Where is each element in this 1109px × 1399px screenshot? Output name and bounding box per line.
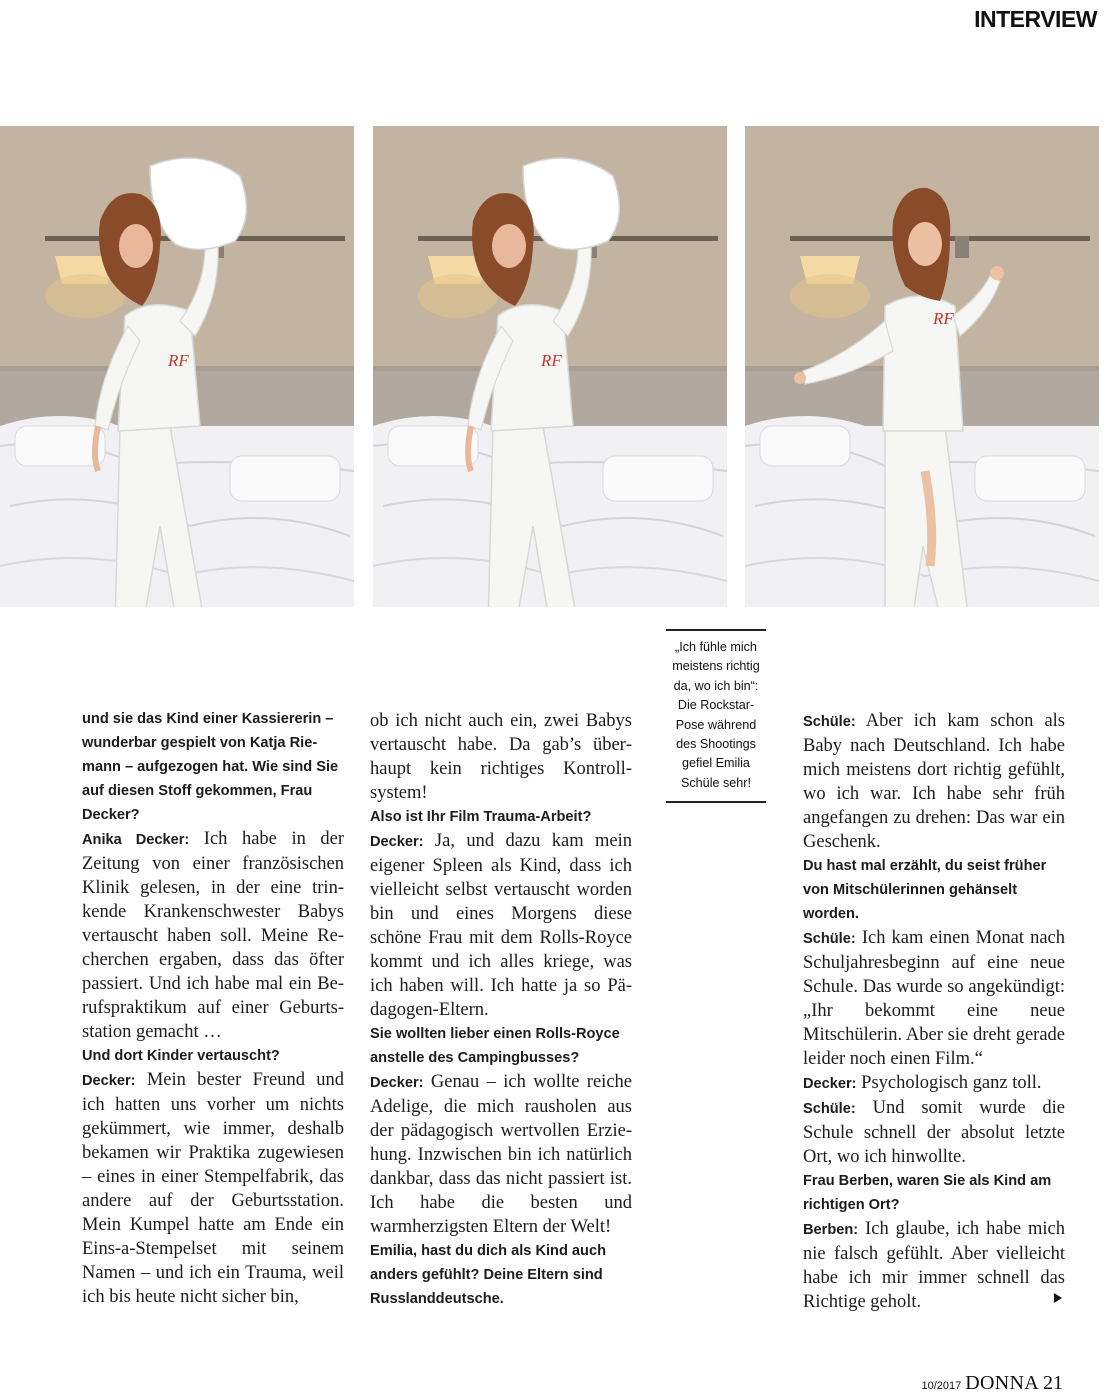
- question: Frau Berben, waren Sie als Kind am richtigen Ort?: [803, 1173, 1052, 1213]
- speaker: Schüle:: [803, 931, 856, 947]
- answer-text: Ja, und dazu kam mein eigener Spleen als Kind, dass ich vielleicht selbst vertauscht worden bin und eines Morgens diese schöne Frau mit dem Rolls-Royce kommt und ich alles kriege, was ich haben will. Ich hatte ja so Pädagogen-Eltern.: [370, 831, 632, 1020]
- answer-text: Ich glaube, ich habe mich nie falsch gefühlt. Aber vielleicht habe ich mir immer schnell das Richtige geholt.: [803, 1219, 1065, 1312]
- answer: [803, 1096, 1065, 1169]
- answer-continued: ob ich nicht auch ein, zwei Babys vertauscht habe. Da gab’s überhaupt kein richtiges Kontrollsystem!: [370, 711, 632, 803]
- question: Und dort Kinder vertauscht?: [82, 1048, 280, 1064]
- speaker: Anika Decker:: [82, 832, 190, 848]
- speaker: Berben:: [803, 1222, 859, 1238]
- speaker: Schüle:: [803, 1101, 856, 1117]
- answer-text: Ich kam einen Monat nach Schuljahresbeginn auf eine neue Schule. Das wurde so angekündigt: „Ihr bekommt eine neue Mitschülerin. Aber sie dreht gerade leider noch einen Film.“: [803, 928, 1065, 1069]
- text-column-1: [82, 707, 344, 1309]
- answer: [370, 829, 632, 1022]
- photo-pillow-fight-1: [0, 126, 354, 607]
- photo-caption-pull-quote: „Ich fühle mich meistens richtig da, wo ich bin“: Die Rockstar-Pose während des Shootings gefiel Emilia Schüle sehr!: [666, 629, 766, 803]
- page-footer: [922, 1372, 1063, 1395]
- answer-text: Genau – ich wollte reiche Adelige, die mich rausholen aus der pädagogisch wertvollen Erziehung. Inzwischen bin ich natürlich dankbar, dass das nicht passiert ist. Ich habe die besten und warmherzigsten Eltern der Welt!: [370, 1072, 632, 1237]
- speaker: Decker:: [370, 834, 424, 850]
- question: Du hast mal erzählt, du seist früher von Mitschülerinnen gehänselt worden.: [803, 858, 1047, 922]
- photo-pillow-fight-2: [373, 126, 727, 607]
- magazine-name: DONNA: [965, 1372, 1039, 1394]
- issue-number: 10/2017: [921, 1380, 962, 1392]
- question: Emilia, hast du dich als Kind auch anders gefühlt? Deine Eltern sind Russlanddeutsche.: [370, 1243, 606, 1307]
- answer: [803, 1071, 1065, 1096]
- answer: [82, 827, 344, 1044]
- answer-text: Ich habe in der Zeitung von einer französischen Klinik gelesen, in der eine trinkende Krankenschwester Babys vertauscht haben soll. Meine Recherchen ergaben, dass das öfter passiert. Und ich habe mal ein Berufspraktikum auf einer Geburtsstation gemacht …: [82, 829, 344, 1042]
- speaker: Decker:: [370, 1075, 424, 1091]
- answer: [803, 709, 1065, 854]
- svg-text:RF: RF: [933, 309, 954, 328]
- answer-text: Mein bester Freund und ich hatten uns vorher um nichts gekümmert, wie immer, deshalb bekamen wir Praktika zugewiesen – eines in einer Stempelfabrik, das andere auf der Geburtsstation. Mein Kumpel hatte am Ende ein Eins-a-Stempelset mit seinem Namen – und ich ein Trauma, weil ich bis heute nicht sicher bin,: [82, 1070, 344, 1307]
- text-column-2: [370, 709, 632, 1311]
- svg-text:RF: RF: [168, 351, 189, 370]
- answer-text: Psychologisch ganz toll.: [856, 1073, 1042, 1093]
- speaker: Schüle:: [803, 714, 856, 730]
- text-column-3: [803, 709, 1065, 1314]
- continue-arrow-icon: [1054, 1293, 1062, 1303]
- answer: [803, 926, 1065, 1071]
- speaker: Decker:: [803, 1076, 857, 1092]
- answer: [803, 1217, 1065, 1314]
- answer: [82, 1068, 344, 1309]
- photo-arms-out: [745, 126, 1099, 607]
- answer: [370, 1070, 632, 1239]
- answer-text: Und somit wurde die Schule schnell der absolut letzte Ort, wo ich hinwollte.: [803, 1098, 1065, 1167]
- svg-text:RF: RF: [541, 351, 562, 370]
- speaker: Decker:: [82, 1073, 136, 1089]
- question: Sie wollten lieber einen Rolls-Royce anstelle des Campingbusses?: [370, 1026, 620, 1066]
- question: Also ist Ihr Film Trauma-Arbeit?: [370, 809, 592, 825]
- question: und sie das Kind einer Kassiererin – wunderbar gespielt von Katja Riemann – aufgezogen hat. Wie sind Sie auf diesen Stoff gekommen, Frau Decker?: [82, 711, 339, 823]
- answer-text: Aber ich kam schon als Baby nach Deutschland. Ich habe mich meistens dort richtig gefühlt, wo ich war. Ich habe sehr früh angefangen zu drehen: Das war ein Geschenk.: [803, 711, 1065, 852]
- section-label: INTERVIEW: [974, 6, 1097, 32]
- page-number: 21: [1043, 1372, 1063, 1394]
